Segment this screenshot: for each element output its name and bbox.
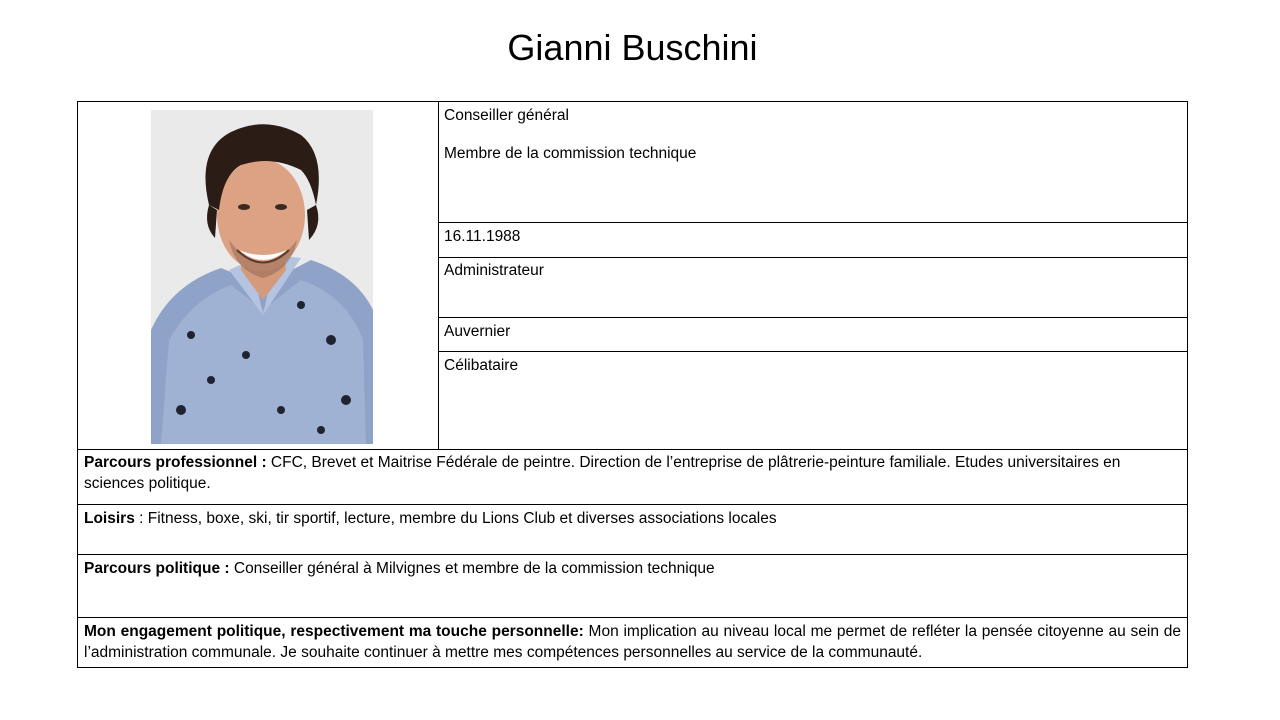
origin: Auvernier xyxy=(444,323,511,340)
hobbies-text: : Fitness, boxe, ski, tir sportif, lecture, membre du Lions Club et diverses associations locales xyxy=(134,510,777,527)
section-divider xyxy=(78,554,1187,555)
page-title: Gianni Buschini xyxy=(507,27,758,68)
hobbies-label: Loisirs xyxy=(84,510,135,527)
row-divider xyxy=(438,317,1188,318)
portrait-photo xyxy=(151,110,373,444)
political-section xyxy=(84,558,1181,579)
column-divider xyxy=(438,102,439,449)
marital-status: Célibataire xyxy=(444,357,519,374)
role-line-2: Membre de la commission technique xyxy=(444,145,697,162)
row-divider xyxy=(438,351,1188,352)
engagement-section xyxy=(84,621,1181,663)
birth-date: 16.11.1988 xyxy=(444,228,521,245)
profile-card xyxy=(77,101,1188,668)
political-label: Parcours politique : xyxy=(84,560,230,577)
row-divider xyxy=(438,257,1188,258)
section-divider xyxy=(78,449,1187,450)
professional-text: CFC, Brevet et Maitrise Fédérale de peintre. Direction de l’entreprise de plâtrerie-peinture familiale. Etudes universitaires en sciences politique. xyxy=(84,454,1121,492)
professional-section xyxy=(84,452,1181,494)
professional-label: Parcours professionnel : xyxy=(84,454,267,471)
engagement-text: Mon implication au niveau local me permet de refléter la pensée citoyenne au sein de l’administration communale. Je souhaite continuer à mettre mes compétences personnelles au service de la communauté. xyxy=(84,623,1181,661)
section-divider xyxy=(78,617,1187,618)
hobbies-section xyxy=(84,508,1181,529)
role-line-1: Conseiller général xyxy=(444,107,569,124)
profession: Administrateur xyxy=(444,262,544,279)
row-divider xyxy=(438,222,1188,223)
engagement-label: Mon engagement politique, respectivement ma touche personnelle: xyxy=(84,623,584,640)
section-divider xyxy=(78,504,1187,505)
political-text: Conseiller général à Milvignes et membre de la commission technique xyxy=(229,560,715,577)
